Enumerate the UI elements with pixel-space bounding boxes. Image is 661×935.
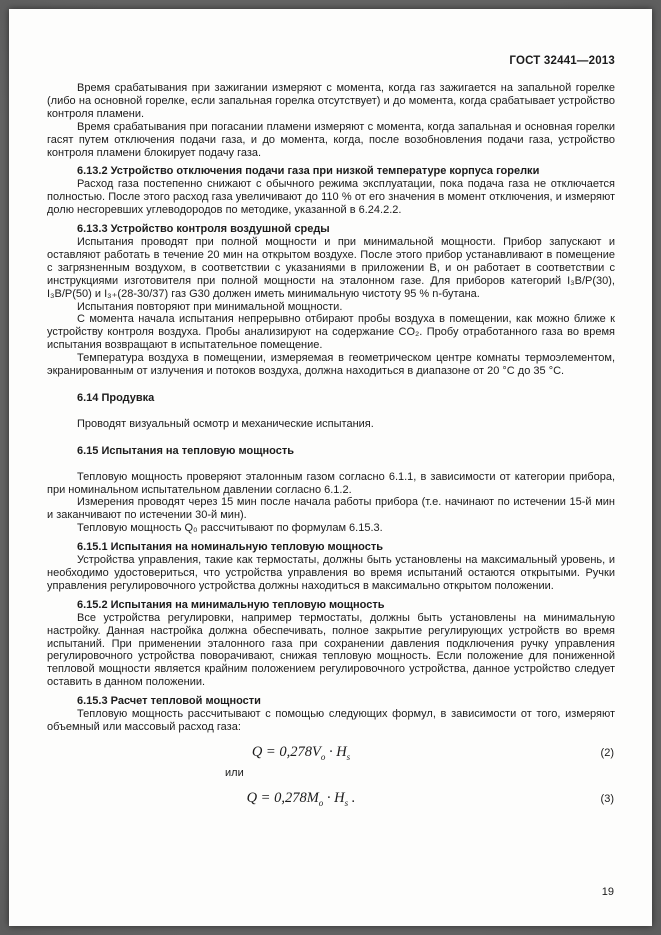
document-page	[9, 9, 652, 926]
formula-2-number: (2)	[600, 746, 614, 759]
paragraph: Тепловую мощность Q₀ рассчитывают по формулам 6.15.3.	[77, 522, 383, 535]
section-heading-6-15: 6.15 Испытания на тепловую мощность	[77, 444, 294, 457]
paragraph: Тепловую мощность проверяют эталонным газом согласно 6.1.1, в зависимости от категории прибора, при номинальном испытательном давлении согласно 6.1.2.	[47, 470, 615, 496]
section-heading-6-15-2: 6.15.2 Испытания на минимальную тепловую мощность	[77, 598, 385, 611]
paragraph: Все устройства регулировки, например термостаты, должны быть установлены на минимальную настройку. Данная настройка должна обеспечивать, полное закрытие регулирующих устройств во время испытаний. При применении эталонного газа при сохранении давления подключения ручку управления регулировочного устройства поворачивают, снижая тепловую мощность. Если положение для пониженной тепловой мощности является крайним положением регулировочного устройства, данное устройство следует оставить в данном положении.	[47, 611, 615, 689]
formula-or-label: или	[225, 766, 244, 779]
formula-term: Q = 0,278	[246, 789, 307, 806]
paragraph: Устройства управления, такие как термостаты, должны быть установлены на максимальный уровень, и необходимо удостовериться, что устройства управления во время испытаний остаются открытыми. Ручки управления регулировочного устройства должны находиться в максимально открытом положении.	[47, 554, 615, 592]
formula-subscript: s	[346, 751, 351, 762]
section-heading-6-15-3: 6.15.3 Расчет тепловой мощности	[77, 695, 261, 708]
formula-term: Q = 0,278	[251, 743, 312, 760]
formula-3	[47, 789, 615, 809]
formula-2-expression	[252, 744, 350, 760]
formula-subscript: s	[344, 797, 349, 808]
formula-term: H	[334, 789, 345, 806]
formula-term: ·	[323, 789, 335, 806]
formula-subscript: о	[320, 751, 326, 762]
paragraph: Время срабатывания при погасании пламени измеряют с момента, когда запальная и основная горелки гасят путем отключения подачи газа, и до момента, когда, после возобновления подачи газа, устройство контроля пламени блокирует подачу газа.	[47, 120, 615, 159]
formula-term: .	[348, 789, 356, 806]
formula-term: V	[311, 743, 321, 760]
paragraph: Время срабатывания при зажигании измеряют с момента, когда газ зажигается на запальной горелке (либо на основной горелке, если запальная горелка отсутствует) и до момента, когда срабатывает устройство контроля пламени.	[47, 82, 615, 120]
paragraph: Испытания проводят при полной мощности и при минимальной мощности. Прибор запускают и оставляют работать в течение 20 мин на открытом воздухе. После этого прибор устанавливают в помещение с загрязненным воздухом, в соответствии с указаниями в приложении В, и он работает в соответствии с инструкциями изготовителя при полной мощности на эталонном газе. Для приборов категорий I₃B/P(30), I₃B/P(50) и I₃₊(28-30/37) газ G30 должен иметь минимальную чистоту 95 % n-бутана.	[47, 235, 615, 300]
paragraph: Измерения проводят через 15 мин после начала работы прибора (т.е. начинают по истечении 15-й мин и заканчивают по истечении 30-й мин).	[47, 496, 615, 522]
section-heading-6-15-1: 6.15.1 Испытания на номинальную тепловую мощность	[77, 541, 383, 554]
formula-term: ·	[325, 743, 337, 760]
formula-term: M	[306, 789, 319, 806]
paragraph: Температура воздуха в помещении, измеряемая в геометрическом центре комнаты термоэлементом, экранированным от излучения и потоков воздуха, должна находиться в диапазоне от 20 °С до 35 °С.	[47, 352, 615, 378]
section-heading-6-13-3: 6.13.3 Устройство контроля воздушной среды	[77, 223, 330, 236]
paragraph: Расход газа постепенно снижают с обычного режима эксплуатации, пока подача газа не отключается полностью. После этого расход газа увеличивают до 110 % от его значения в момент отключения, и измеряют долю несгоревших углеводородов по методике, указанной в 6.24.2.2.	[47, 178, 615, 217]
section-heading-6-13-2: 6.13.2 Устройство отключения подачи газа при низкой температуре корпуса горелки	[77, 165, 540, 178]
section-heading-6-14: 6.14 Продувка	[77, 391, 155, 404]
formula-term: H	[336, 743, 347, 760]
paragraph: Испытания повторяют при минимальной мощности.	[77, 300, 343, 313]
paragraph: Проводят визуальный осмотр и механические испытания.	[77, 417, 374, 430]
formula-3-number: (3)	[600, 792, 614, 805]
formula-3-expression	[247, 790, 356, 806]
standard-number-header: ГОСТ 32441—2013	[509, 55, 615, 67]
paragraph: Тепловую мощность рассчитывают с помощью следующих формул, в зависимости от того, измеряют объемный или массовый расход газа:	[47, 708, 615, 733]
formula-subscript: о	[318, 797, 324, 808]
paragraph: С момента начала испытания непрерывно отбирают пробы воздуха в помещении, как можно ближе к устройству контроля воздуха. Пробы анализируют на содержание CO₂. Пробу отработанного газа во время испытания возвращают в испытательное помещение.	[47, 313, 615, 352]
formula-2	[47, 743, 615, 763]
page-number: 19	[601, 886, 614, 898]
